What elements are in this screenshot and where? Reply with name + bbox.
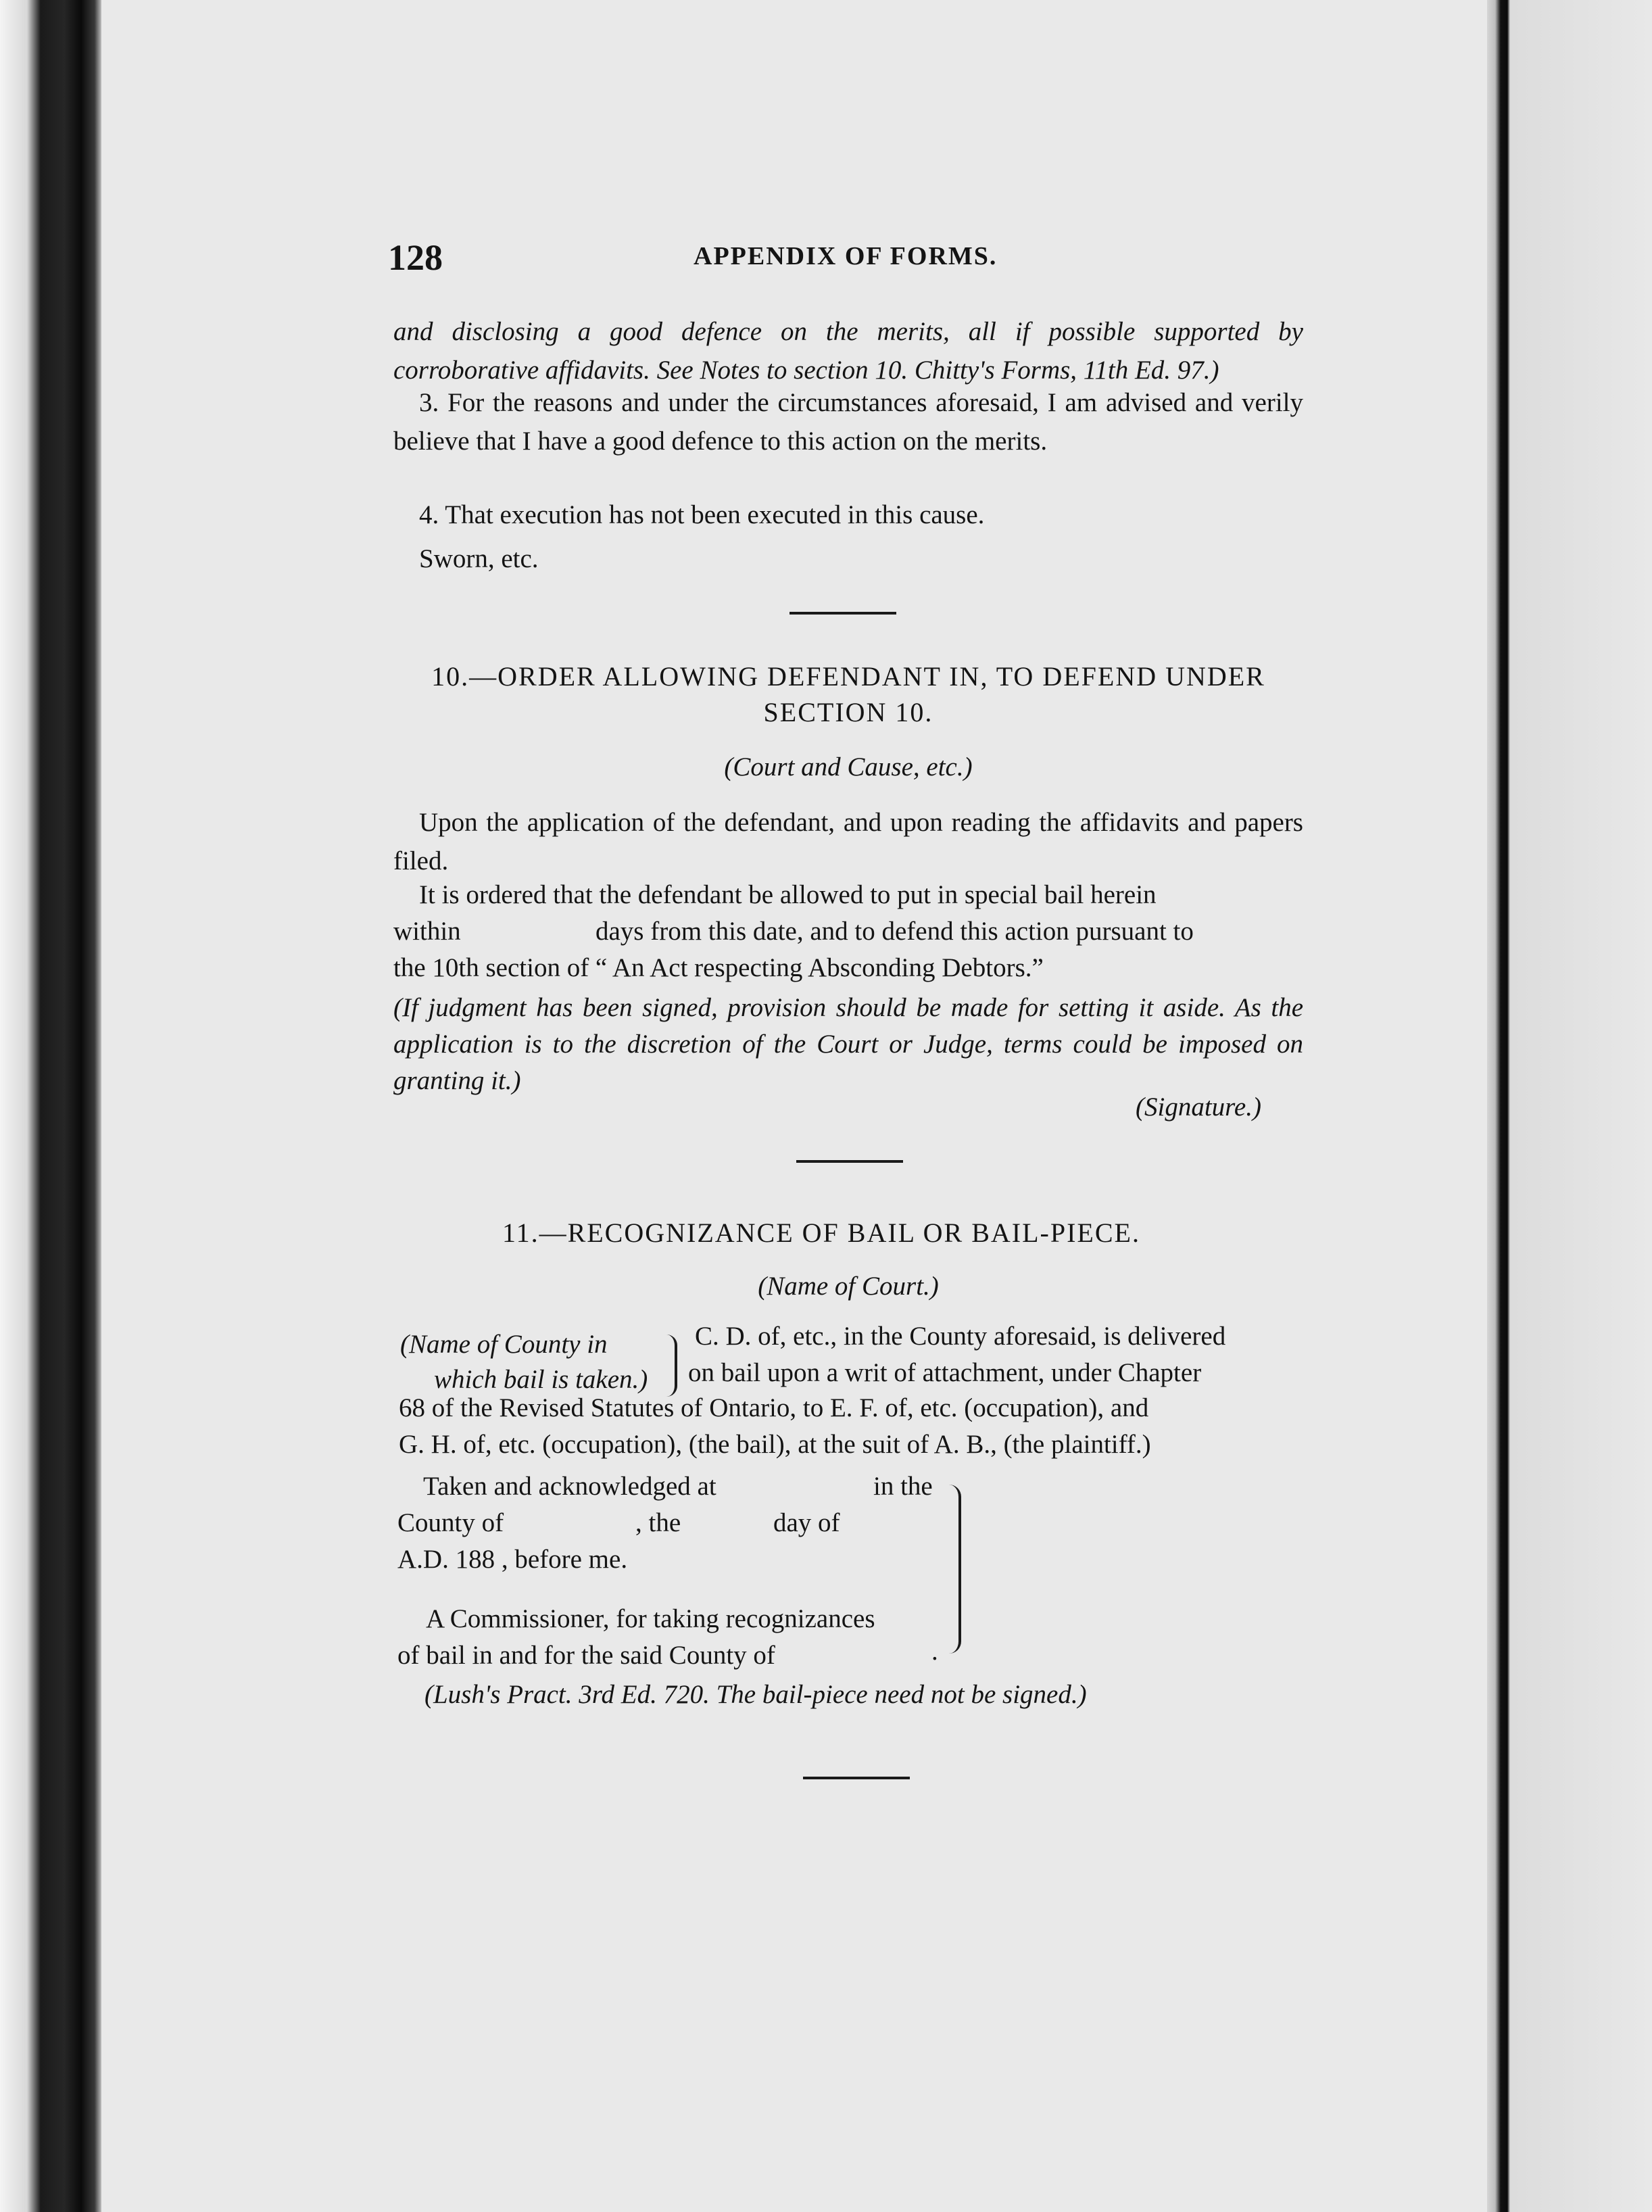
taken-line2b: , the (635, 1508, 681, 1537)
bail-body-line3: 68 of the Revised Statutes of Ontario, to E. F. of, etc. (occupation), and (399, 1393, 1149, 1422)
bail-body-line4: G. H. of, etc. (occupation), (the bail), at the suit of A. B., (the plaintiff.) (399, 1430, 1151, 1459)
section9-italic-note: and disclosing a good defence on the merits, all if possible supported by corroborative affidavits. See Notes to section 10. Chitty's Forms, 11th Ed. 97.) (393, 317, 1303, 385)
divider-rule (789, 612, 896, 615)
bail-body-line2: on bail upon a writ of attachment, under Chapter (688, 1358, 1202, 1387)
court-and-cause: (Court and Cause, etc.) (724, 752, 973, 782)
section10-heading-line2: SECTION 10. (763, 697, 933, 727)
commissioner-line1: A Commissioner, for taking recognizances (426, 1604, 875, 1633)
commissioner-line2: of bail in and for the said County of (397, 1641, 775, 1670)
commissioner-dot: . (931, 1637, 938, 1666)
section10-italic-note: (If judgment has been signed, provision should be made for setting it aside. As the application is to the discretion of the Court or Judge, terms could be imposed on granting it.) (393, 993, 1303, 1095)
section10-para2-days: days from this date, and to defend this action pursuant to (596, 917, 1194, 946)
lush-citation: (Lush's Pract. 3rd Ed. 720. The bail-piece need not be signed.) (424, 1680, 1087, 1709)
section10-para2-line1: It is ordered that the defendant be allowed to put in special bail herein (419, 880, 1157, 909)
book-spine-edge (0, 0, 101, 2212)
county-label-line2: which bail is taken.) (434, 1365, 648, 1394)
county-brace (666, 1335, 677, 1397)
section10-para2-within: within (393, 917, 461, 946)
name-of-court: (Name of Court.) (758, 1272, 939, 1301)
taken-line2c: day of (773, 1508, 840, 1537)
running-title: APPENDIX OF FORMS. (694, 242, 998, 270)
section10-para2-line3: the 10th section of “ An Act respecting Absconding Debtors.” (393, 953, 1044, 982)
sworn-etc: Sworn, etc. (419, 544, 539, 573)
section9-para4: 4. That execution has not been executed in this cause. (419, 500, 985, 529)
section9-para3: 3. For the reasons and under the circumstances aforesaid, I am advised and verily believe that I have a good defence to this action on the merits. (393, 388, 1303, 456)
jurat-brace (949, 1485, 961, 1654)
divider-rule (803, 1777, 910, 1779)
county-label-line1: (Name of County in (400, 1330, 608, 1359)
divider-rule (796, 1160, 903, 1163)
page-number: 128 (388, 237, 443, 278)
section11-heading: 11.—RECOGNIZANCE OF BAIL OR BAIL-PIECE. (502, 1218, 1140, 1248)
taken-line3: A.D. 188 , before me. (397, 1545, 628, 1574)
section10-para1: Upon the application of the defendant, and upon reading the affidavits and papers filed. (393, 808, 1303, 875)
taken-line1a: Taken and acknowledged at (423, 1472, 716, 1501)
taken-line1b: in the (873, 1472, 933, 1501)
section10-heading-line1: 10.—ORDER ALLOWING DEFENDANT IN, TO DEFEND UNDER (431, 661, 1265, 692)
taken-line2a: County of (397, 1508, 504, 1537)
bail-body-line1: C. D. of, etc., in the County aforesaid, is delivered (695, 1322, 1226, 1351)
signature-placeholder: (Signature.) (1136, 1092, 1261, 1122)
facing-page-edge (1487, 0, 1652, 2212)
